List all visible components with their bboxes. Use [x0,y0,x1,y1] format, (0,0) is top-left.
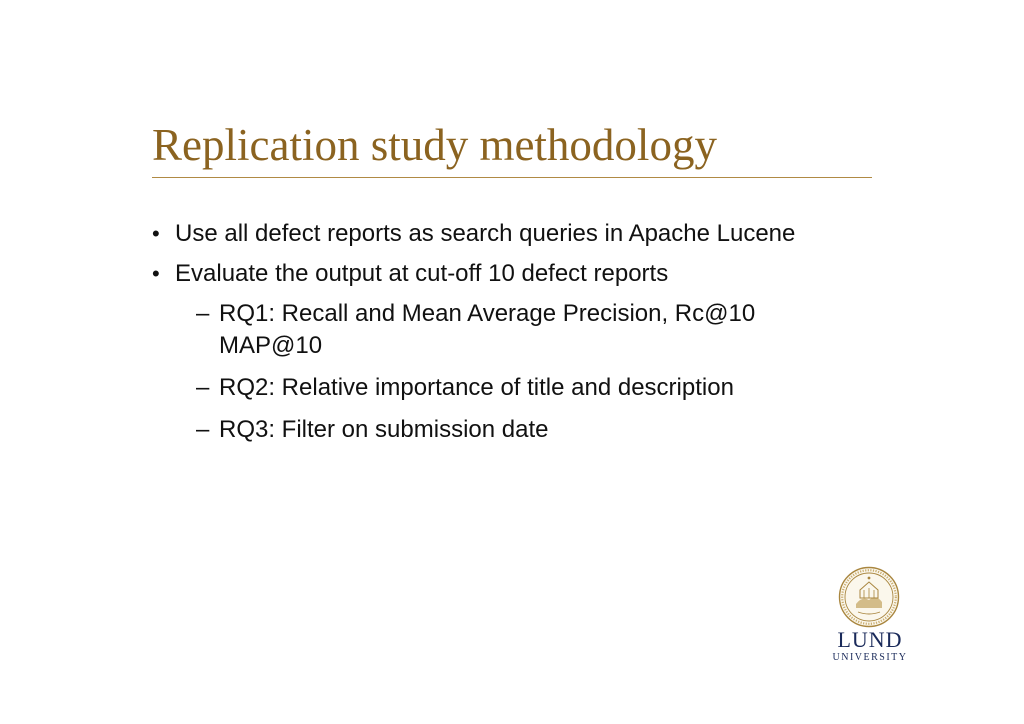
bullet-text: Evaluate the output at cut-off 10 defect reports [175,260,669,287]
sub-bullet-text: RQ2: Relative importance of title and description [219,374,734,401]
logo-name: LUND [837,627,903,652]
bullet-marker: • [152,221,160,246]
sub-bullet-item [152,372,852,404]
sub-bullet-marker: – [196,416,210,443]
bullet-item [152,258,852,290]
logo-subtitle: UNIVERSITY [832,652,908,663]
bullet-list [152,218,852,456]
sub-bullet-text: RQ3: Filter on submission date [219,416,549,443]
sub-bullet-item [152,414,852,446]
sub-bullet-item [152,298,852,362]
bullet-item [152,218,852,250]
bullet-marker: • [152,261,160,286]
bullet-text: Use all defect reports as search queries in Apache Lucene [175,220,796,247]
title-divider [152,177,872,178]
sub-bullet-marker: – [196,300,210,327]
sub-bullet-text: RQ1: Recall and Mean Average Precision, Rc@10 MAP@10 [219,300,756,359]
sub-bullet-marker: – [196,374,210,401]
university-seal-icon [838,566,900,628]
slide-title: Replication study methodology [152,120,717,170]
lund-university-logo [828,566,912,666]
